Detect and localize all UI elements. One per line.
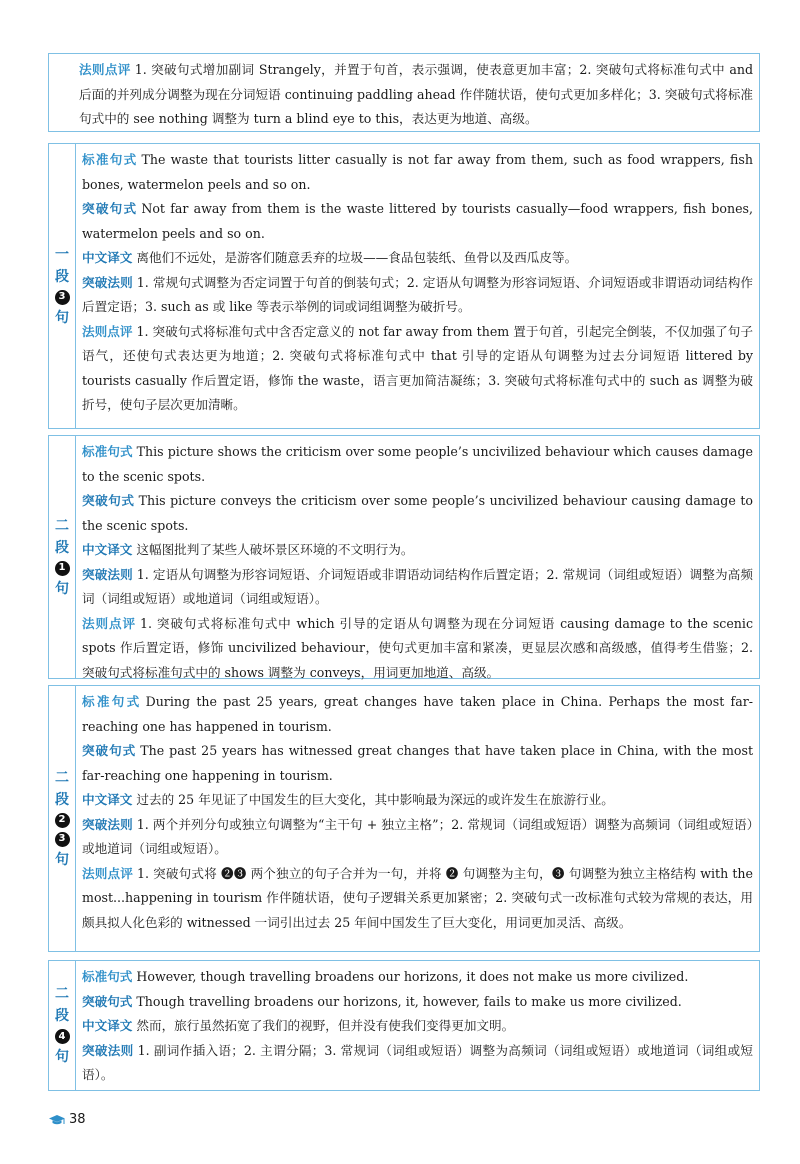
translation-tag: 中文译文 bbox=[82, 542, 133, 557]
rule-row bbox=[82, 271, 753, 320]
block-content bbox=[76, 144, 759, 428]
standard-row bbox=[82, 690, 753, 739]
breakthrough-row bbox=[82, 990, 753, 1015]
circled-number: 3 bbox=[55, 290, 70, 305]
standard-tag: 标准句式 bbox=[82, 969, 133, 984]
rule-text: 1. 定语从句调整为形容词短语、介词短语或非谓语动词结构作后置定语；2. 常规词（词组或短语）调整为高频词（词组或短语）或地道词（词组或短语）。 bbox=[82, 566, 753, 606]
breakthrough-text: Though travelling broadens our horizons, it, however, fails to make us more civilized. bbox=[136, 993, 682, 1009]
side-char: 段 bbox=[55, 1008, 69, 1024]
side-char: 二 bbox=[55, 517, 69, 534]
note-row bbox=[82, 320, 753, 418]
breakthrough-text: Not far away from them is the waste littered by tourists casually—food wrappers, fish bones, watermelon peels and so on. bbox=[82, 201, 753, 241]
breakthrough-row bbox=[82, 197, 753, 246]
translation-tag: 中文译文 bbox=[82, 1018, 133, 1033]
standard-tag: 标准句式 bbox=[82, 152, 138, 167]
side-char: 一 bbox=[55, 246, 69, 263]
side-char: 句 bbox=[55, 309, 69, 326]
rule-row bbox=[82, 1039, 753, 1088]
block-content bbox=[76, 436, 759, 678]
side-char: 句 bbox=[55, 1049, 69, 1065]
breakthrough-row bbox=[82, 489, 753, 538]
breakthrough-tag: 突破句式 bbox=[82, 993, 133, 1009]
translation-row bbox=[82, 246, 753, 271]
translation-text: 这幅图批判了某些人破坏景区环境的不文明行为。 bbox=[136, 542, 414, 557]
note-text: 1. 突破句式将标准句式中含否定意义的 not far away from them 置于句首，引起完全倒装，不仅加强了句子语气，还使句式表达更为地道；2. 突破句式将标准句式中 that 引导的定语从句调整为过去分词短语 littered by tourists casually 作后置定语，修饰 the waste，语言更加简洁凝练；3. 突破句式将标准句式中的 such as 调整为破折号，使句子层次更加清晰。 bbox=[82, 323, 753, 412]
breakthrough-text: This picture conveys the criticism over some people’s uncivilized behaviour causing damage to the scenic spots. bbox=[82, 493, 754, 533]
standard-row bbox=[82, 148, 753, 197]
rule-tag: 突破法则 bbox=[82, 566, 133, 582]
note-text: 1. 突破句式将 ❷❸ 两个独立的句子合并为一句，并将 ❷ 句调整为主句，❸ 句调整为独立主格结构 with the most...happening in tourism 作伴随状语，使句子逻辑关系更加紧密；2. 突破句式一改标准句式较为常规的表达，用颇具拟人化色彩的 witnessed 一词引出过去 25 年间中国发生了巨大变化，用词更加灵活、高级。 bbox=[82, 865, 753, 930]
translation-text: 然而，旅行虽然拓宽了我们的视野，但并没有使我们变得更加文明。 bbox=[136, 1018, 515, 1033]
note-text: 1. 突破句式增加副词 Strangely，并置于句首，表示强调，使表意更加丰富；2. 突破句式将标准句式中 and 后面的并列成分调整为现在分词短语 continuing paddling ahead 作伴随状语，使句式更加多样化；3. 突破句式将标准句式中的 see nothing 调整为 turn a blind eye to this，表达更为地道、高级。 bbox=[79, 62, 754, 126]
circled-number: 2 bbox=[55, 813, 70, 828]
block-side-label bbox=[49, 686, 76, 951]
block-side-label bbox=[49, 144, 76, 428]
circled-number: 3 bbox=[55, 832, 70, 847]
side-char: 句 bbox=[55, 851, 69, 868]
note-tag: 法则点评 bbox=[79, 62, 131, 77]
note-tag: 法则点评 bbox=[82, 865, 133, 881]
page-footer bbox=[48, 1112, 86, 1127]
note-text: 1. 突破句式将标准句式中 which 引导的定语从句调整为现在分词短语 causing damage to the scenic spots 作后置定语，修饰 uncivilized behaviour，使句式更加丰富和紧凑，更显层次感和高级感，值得考生借鉴；2. 突破句式将标准句式中的 shows 调整为 conveys，用词更加地道、高级。 bbox=[82, 615, 753, 680]
note-tag: 法则点评 bbox=[82, 615, 136, 631]
standard-row bbox=[82, 440, 753, 489]
rule-row bbox=[82, 813, 753, 862]
sentence-block-para2-s1 bbox=[48, 435, 760, 679]
breakthrough-tag: 突破句式 bbox=[82, 743, 137, 758]
sentence-block-para1-s3 bbox=[48, 143, 760, 429]
breakthrough-row bbox=[82, 739, 753, 788]
block-content bbox=[76, 961, 759, 1090]
breakthrough-tag: 突破句式 bbox=[82, 493, 135, 508]
translation-row bbox=[82, 1014, 753, 1039]
rule-tag: 突破法则 bbox=[82, 1042, 134, 1058]
block-content bbox=[49, 54, 759, 131]
standard-row bbox=[82, 965, 753, 990]
translation-row bbox=[82, 788, 753, 813]
page-number: 38 bbox=[69, 1112, 86, 1127]
rule-text: 1. 常规句式调整为否定词置于句首的倒装句式；2. 定语从句调整为形容词短语、介词短语或非谓语动词结构作后置定语；3. such as 或 like 等表示举例的词或词组调整为破折号。 bbox=[82, 274, 753, 314]
block-content bbox=[76, 686, 759, 951]
translation-tag: 中文译文 bbox=[82, 792, 133, 807]
standard-text: During the past 25 years, great changes have taken place in China. Perhaps the most far-reaching one has happened in tourism. bbox=[82, 694, 754, 734]
breakthrough-tag: 突破句式 bbox=[82, 201, 138, 216]
block-side-label bbox=[49, 961, 76, 1090]
side-char: 段 bbox=[55, 791, 69, 808]
note-row bbox=[82, 612, 753, 686]
side-char: 段 bbox=[55, 539, 69, 556]
standard-text: The waste that tourists litter casually is not far away from them, such as food wrappers, fish bones, watermelon peels and so on. bbox=[82, 152, 753, 192]
note-row bbox=[82, 862, 753, 936]
side-char: 句 bbox=[55, 580, 69, 597]
note-tag: 法则点评 bbox=[82, 323, 133, 339]
translation-tag: 中文译文 bbox=[82, 250, 133, 265]
translation-text: 离他们不远处，是游客们随意丢弃的垃圾——食品包装纸、鱼骨以及西瓜皮等。 bbox=[136, 250, 578, 265]
rule-tag: 突破法则 bbox=[82, 274, 133, 290]
translation-row bbox=[82, 538, 753, 563]
translation-text: 过去的 25 年见证了中国发生的巨大变化，其中影响最为深远的或许发生在旅游行业。 bbox=[136, 792, 614, 807]
sentence-block-para2-s2-s3 bbox=[48, 685, 760, 952]
rule-tag: 突破法则 bbox=[82, 816, 133, 832]
standard-text: This picture shows the criticism over some people’s uncivilized behaviour which causes damage to the scenic spots. bbox=[82, 444, 753, 484]
circled-number: 4 bbox=[55, 1029, 70, 1044]
standard-tag: 标准句式 bbox=[82, 444, 133, 459]
side-char: 二 bbox=[55, 986, 69, 1002]
sentence-block-para2-s4 bbox=[48, 960, 760, 1091]
breakthrough-text: The past 25 years has witnessed great changes that have taken place in China, with the most far-reaching one happening in tourism. bbox=[82, 743, 753, 783]
side-char: 段 bbox=[55, 268, 69, 285]
block-side-label bbox=[49, 436, 76, 678]
standard-text: However, though travelling broadens our horizons, it does not make us more civilized. bbox=[136, 969, 689, 984]
graduation-cap-icon bbox=[48, 1114, 66, 1126]
rule-text: 1. 副词作插入语；2. 主谓分隔；3. 常规词（词组或短语）调整为高频词（词组或短语）或地道词（词组或短语）。 bbox=[82, 1042, 753, 1082]
side-char: 二 bbox=[55, 769, 69, 786]
rule-row bbox=[82, 563, 753, 612]
circled-number: 1 bbox=[55, 561, 70, 576]
note-block-1 bbox=[48, 53, 760, 132]
rule-text: 1. 两个并列分句或独立句调整为“主干句 + 独立主格”；2. 常规词（词组或短语）调整为高频词（词组或短语）或地道词（词组或短语）。 bbox=[82, 816, 753, 856]
note-row bbox=[79, 58, 753, 132]
standard-tag: 标准句式 bbox=[82, 694, 142, 709]
